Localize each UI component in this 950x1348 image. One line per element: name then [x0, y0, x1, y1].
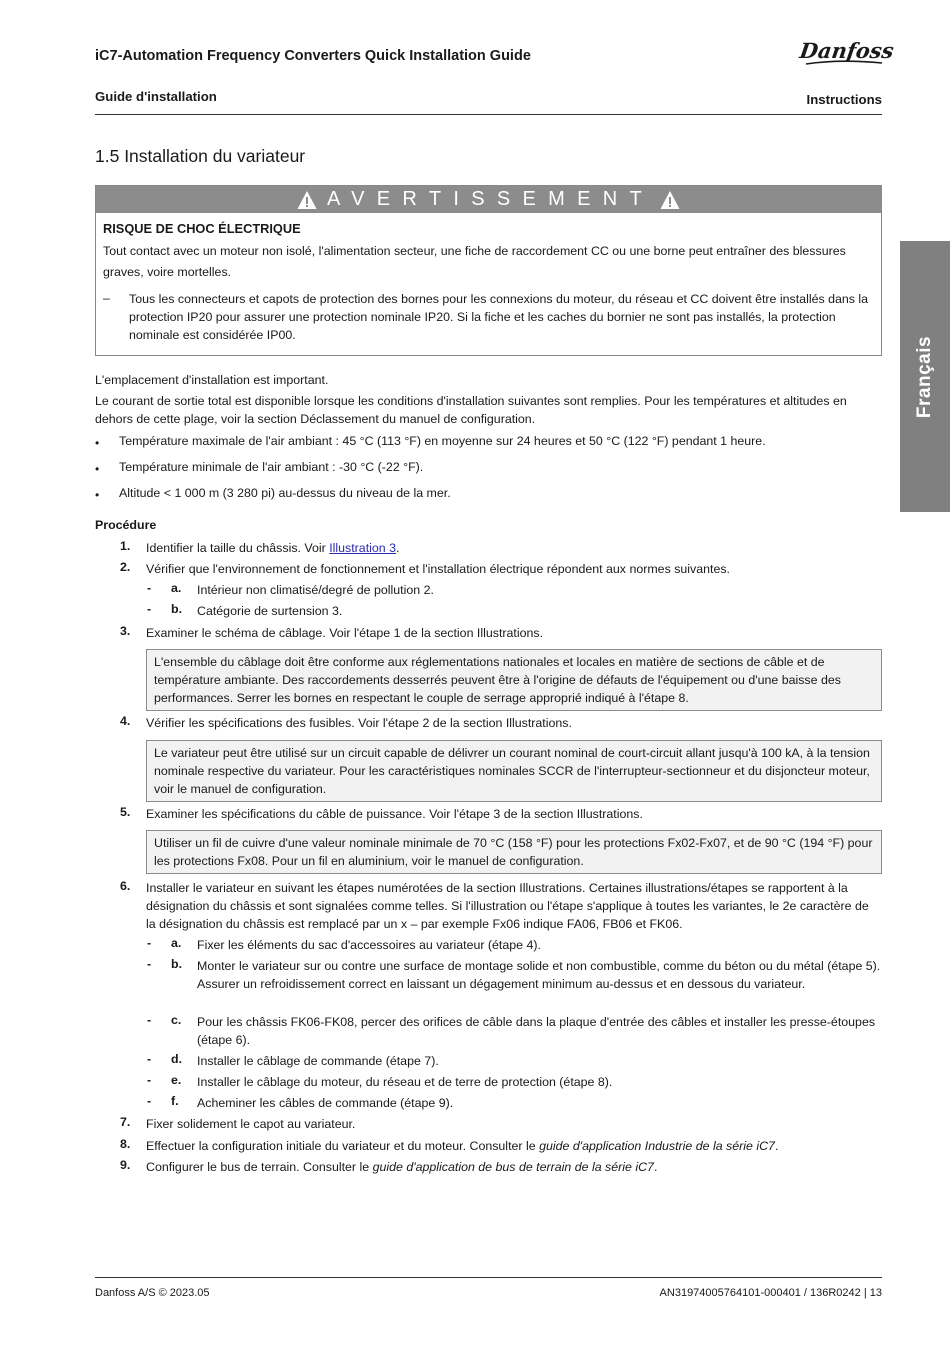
- substep-text: Fixer les éléments du sac d'accessoires au variateur (étape 4).: [197, 938, 541, 952]
- warning-text: Tout contact avec un moteur non isolé, l'alimentation secteur, une fiche de raccordement CC ou une borne peut entraîner des blessures graves, voire mortelles.: [103, 244, 846, 279]
- step-number: 5.: [120, 805, 131, 819]
- footer-document-number: AN31974005764101-000401 / 136R0242 | 13: [659, 1287, 882, 1299]
- step-text: Examiner le schéma de câblage. Voir l'étape 1 de la section Illustrations.: [146, 626, 544, 640]
- step-number: 1.: [120, 539, 131, 553]
- svg-text:Danfoss: Danfoss: [798, 38, 896, 63]
- step-text: Examiner les spécifications du câble de puissance. Voir l'étape 3 de la section Illustrations.: [146, 807, 643, 821]
- substep-dash: -: [147, 1094, 152, 1108]
- substep-letter: b.: [171, 602, 183, 616]
- footer-copyright: Danfoss A/S © 2023.05: [95, 1287, 210, 1299]
- substep-letter: a.: [171, 936, 182, 950]
- step-text: Configurer le bus de terrain. Consulter le guide d'application de bus de terrain de la série iC7.: [146, 1160, 658, 1174]
- bullet-marker: •: [95, 462, 100, 476]
- substep-letter: c.: [171, 1013, 182, 1027]
- substep-text: Catégorie de surtension 3.: [197, 604, 343, 618]
- warning-triangle-icon: [297, 190, 317, 210]
- language-tab-label: Français: [914, 335, 935, 418]
- substep-dash: -: [147, 602, 152, 616]
- note-box: Le variateur peut être utilisé sur un circuit capable de délivrer un courant nominal de court-circuit allant jusqu'à 100 kA, à la tension nominale respective du variateur. Pour les caractéristiques nominales SCCR de l'interrupteur-sectionneur et du disjoncteur moteur, voir le manuel de configuration.: [146, 740, 882, 802]
- substep-text: Installer le câblage du moteur, du réseau et de terre de protection (étape 8).: [197, 1075, 613, 1089]
- substep-text: Monter le variateur sur ou contre une surface de montage solide et non combustible, comme du béton ou du métal (étape 5). Assurer un refroidissement correct en laissant un dégagement minimum au-dessus et en dessous du variateur.: [197, 959, 881, 991]
- step-text: Vérifier les spécifications des fusibles. Voir l'étape 2 de la section Illustrations.: [146, 716, 572, 730]
- step-number: 6.: [120, 879, 131, 893]
- intro-paragraph: L'emplacement d'installation est important.: [95, 373, 329, 387]
- step-text: Identifier la taille du châssis. Voir Illustration 3.: [146, 541, 400, 555]
- illustration-link[interactable]: Illustration 3: [329, 541, 397, 555]
- guide-reference: guide d'application de bus de terrain de la série iC7: [372, 1160, 654, 1174]
- step-number: 3.: [120, 624, 131, 638]
- section-label: Instructions: [806, 92, 882, 107]
- step-number: 2.: [120, 560, 131, 574]
- danfoss-logo: [798, 36, 896, 70]
- footer-divider: [95, 1277, 882, 1278]
- step-number: 4.: [120, 714, 131, 728]
- substep-letter: f.: [171, 1094, 179, 1108]
- intro-paragraph: Le courant de sortie total est disponible lorsque les conditions d'installation suivantes sont remplies. Pour les températures et altitudes en dehors de cette plage, voir la section Déclassement du manuel de configuration.: [95, 394, 847, 426]
- bullet-marker: •: [95, 436, 100, 450]
- substep-letter: d.: [171, 1052, 183, 1066]
- bullet-item: Température maximale de l'air ambiant : 45 °C (113 °F) en moyenne sur 24 heures et 50 °C (122 °F) pendant 1 heure.: [119, 434, 766, 448]
- substep-letter: a.: [171, 581, 182, 595]
- guide-reference: guide d'application Industrie de la série iC7: [539, 1139, 775, 1153]
- warning-risk: RISQUE DE CHOC ÉLECTRIQUE: [103, 221, 301, 236]
- warning-item: Tous les connecteurs et capots de protection des bornes pour les connexions du moteur, du réseau et CC doivent être installés dans la protection IP20 pour assurer une protection nominale IP20. Si la fiche et les caches du bornier ne sont pas installés, la protection nominale est considérée IP00.: [129, 292, 869, 342]
- warning-banner: [96, 186, 881, 213]
- warning-title: AVERTISSEMENT: [327, 188, 654, 210]
- warning-box: [95, 185, 882, 356]
- bullet-marker: •: [95, 488, 100, 502]
- bullet-item: Altitude < 1 000 m (3 280 pi) au-dessus du niveau de la mer.: [119, 486, 451, 500]
- header-divider: [95, 114, 882, 115]
- substep-dash: -: [147, 1013, 152, 1027]
- note-box: Utiliser un fil de cuivre d'une valeur nominale minimale de 70 °C (158 °F) pour les protections Fx02-Fx07, et de 90 °C (194 °F) pour les protections Fx08. Pour un fil en aluminium, voir le manuel de configuration.: [146, 830, 882, 874]
- substep-dash: -: [147, 936, 152, 950]
- substep-text: Installer le câblage de commande (étape 7).: [197, 1054, 439, 1068]
- procedure-title: Procédure: [95, 518, 157, 532]
- document-title: iC7-Automation Frequency Converters Quick Installation Guide: [95, 48, 531, 64]
- substep-text: Acheminer les câbles de commande (étape 9).: [197, 1096, 454, 1110]
- step-text: Effectuer la configuration initiale du variateur et du moteur. Consulter le guide d'application Industrie de la série iC7.: [146, 1139, 779, 1153]
- step-number: 7.: [120, 1115, 131, 1129]
- section-heading: 1.5 Installation du variateur: [95, 146, 306, 166]
- substep-letter: b.: [171, 957, 183, 971]
- substep-dash: -: [147, 957, 152, 971]
- document-subtitle: Guide d'installation: [95, 89, 217, 104]
- substep-letter: e.: [171, 1073, 182, 1087]
- substep-dash: -: [147, 1073, 152, 1087]
- step-text: Fixer solidement le capot au variateur.: [146, 1117, 356, 1131]
- step-number: 9.: [120, 1158, 131, 1172]
- substep-text: Intérieur non climatisé/degré de pollution 2.: [197, 583, 434, 597]
- step-number: 8.: [120, 1137, 131, 1151]
- step-text: Vérifier que l'environnement de fonctionnement et l'installation électrique répondent aux normes suivantes.: [146, 562, 730, 576]
- substep-text: Pour les châssis FK06-FK08, percer des orifices de câble dans la plaque d'entrée des câbles et installer les presse-étoupes (étape 6).: [197, 1015, 876, 1047]
- substep-dash: -: [147, 1052, 152, 1066]
- warning-item-dash: –: [103, 291, 110, 305]
- substep-dash: -: [147, 581, 152, 595]
- warning-triangle-icon: [660, 190, 680, 210]
- note-box: L'ensemble du câblage doit être conforme aux réglementations nationales et locales en matière de sections de câble et de température ambiante. Des raccordements desserrés peuvent être à l'origine de défauts de l'équipement ou d'une baisse des performances. Serrer les bornes en respectant le couple de serrage approprié indiqué à l'étape 8.: [146, 649, 882, 711]
- bullet-item: Température minimale de l'air ambiant : -30 °C (-22 °F).: [119, 460, 424, 474]
- language-tab: [900, 241, 950, 512]
- step-text: Installer le variateur en suivant les étapes numérotées de la section Illustrations. Certaines illustrations/étapes se rapportent à la désignation du châssis et sont signalées comme telles. Si l'illustration ou l'étape s'applique à toutes les variantes, le 2e caractère de la désignation du châssis est remplacé par un x – par exemple Fx06 indique FA06, FB06 et FK06.: [146, 881, 869, 931]
